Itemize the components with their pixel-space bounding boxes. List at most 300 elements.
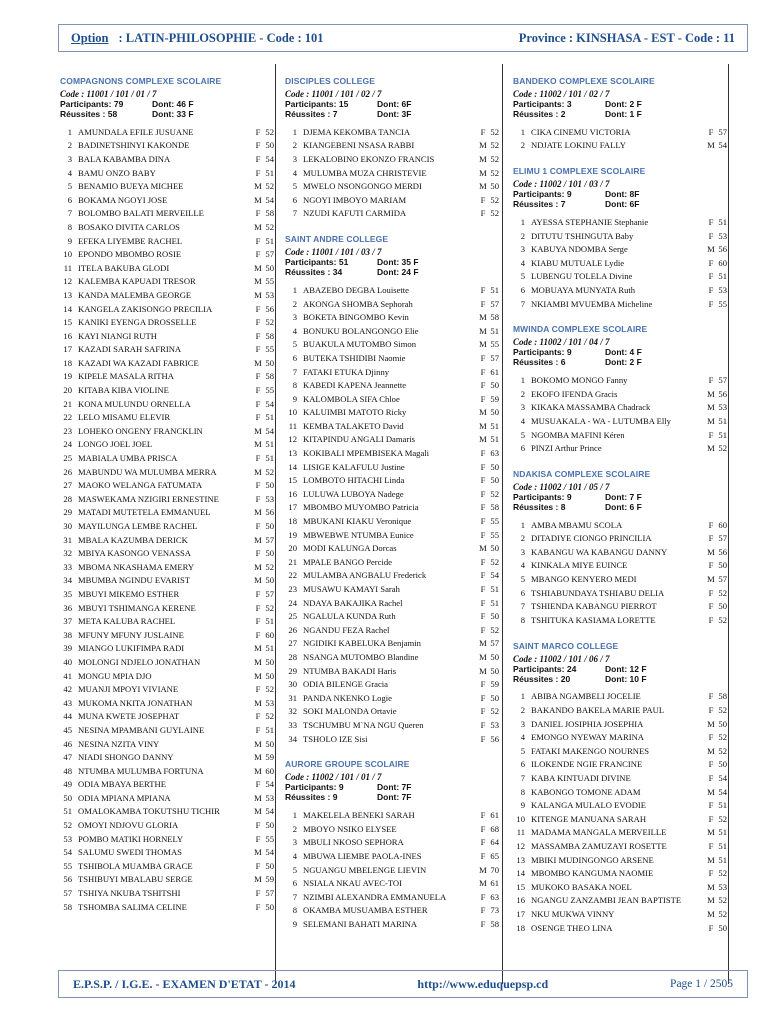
- student-score: 58: [265, 208, 274, 219]
- student-number: 3: [292, 153, 297, 164]
- student-sex: M: [479, 543, 487, 554]
- student-number: 17: [63, 344, 72, 355]
- student-number: 2: [292, 140, 297, 151]
- student-name: KITABA KIBA VIOLINE: [78, 385, 169, 396]
- student-name: MBUYI MIKEMO ESTHER: [78, 588, 180, 599]
- student-name: TSHIBOLA MUAMBA GRACE: [78, 860, 193, 871]
- student-name: MATADI MUTETELA EMMANUEL: [78, 507, 211, 518]
- student-number: 5: [67, 181, 72, 192]
- student-score: 51: [265, 412, 274, 423]
- student-sex: F: [255, 888, 261, 899]
- student-score: 52: [490, 194, 499, 205]
- student-score: 50: [490, 181, 499, 192]
- school-code: Code : 11001 / 101 / 01 / 7: [60, 89, 157, 99]
- student-score: 52: [490, 153, 499, 164]
- student-score: 52: [718, 732, 727, 743]
- student-row: [513, 586, 731, 600]
- student-score: 58: [490, 918, 499, 929]
- student-sex: F: [255, 521, 261, 532]
- student-name: KANIKI EYENGA DROSSELLE: [78, 317, 197, 328]
- student-score: 54: [490, 570, 499, 581]
- student-score: 58: [490, 502, 499, 513]
- student-number: 19: [63, 371, 72, 382]
- student-score: 52: [718, 587, 727, 598]
- student-sex: M: [254, 670, 262, 681]
- student-name: LULUWA LUBOYA Nadege: [303, 488, 404, 499]
- student-row: [285, 677, 503, 691]
- student-row: [513, 401, 731, 415]
- student-name: NZIMBI ALEXANDRA EMMANUELA: [303, 891, 447, 902]
- student-name: KALANGA MULALO EVODIE: [531, 800, 647, 811]
- participants-count: Participants: 9: [513, 347, 572, 358]
- student-sex: F: [480, 719, 486, 730]
- student-name: ITELA BAKUBA GLODI: [78, 262, 170, 273]
- student-sex: F: [480, 502, 486, 513]
- student-score: 60: [718, 257, 727, 268]
- footer-url-link[interactable]: http://www.eduquepsp.cd: [417, 976, 549, 991]
- student-sex: M: [707, 718, 715, 729]
- reussites-count: Réussites : 7: [513, 199, 566, 210]
- school-block: [513, 469, 731, 627]
- student-score: 60: [265, 629, 274, 640]
- student-number: 15: [516, 881, 525, 892]
- participants-female: Dont: 12 F: [605, 663, 647, 674]
- student-row: [60, 451, 278, 465]
- school-code: Code : 11002 / 101 / 05 / 7: [513, 481, 610, 492]
- student-score: 51: [490, 284, 499, 295]
- student-number: 6: [520, 759, 525, 770]
- student-score: 52: [265, 221, 274, 232]
- student-score: 53: [265, 792, 274, 803]
- student-score: 52: [265, 602, 274, 613]
- student-name: MBANGO KENYERO MEDI: [531, 574, 637, 585]
- student-row: [285, 691, 503, 705]
- student-sex: F: [480, 208, 486, 219]
- student-row: [60, 628, 278, 642]
- student-row: [60, 682, 278, 696]
- student-score: 50: [718, 718, 727, 729]
- student-sex: F: [255, 344, 261, 355]
- student-sex: M: [479, 878, 487, 889]
- student-sex: F: [255, 208, 261, 219]
- student-number: 6: [67, 194, 72, 205]
- student-number: 6: [292, 878, 297, 889]
- participants-line: [513, 347, 731, 357]
- student-row: [513, 907, 731, 921]
- student-sex: F: [480, 284, 486, 295]
- student-number: 47: [63, 752, 72, 763]
- student-number: 4: [67, 167, 72, 178]
- student-score: 51: [718, 216, 727, 227]
- student-number: 33: [63, 561, 72, 572]
- student-sex: F: [480, 366, 486, 377]
- student-name: TSHIABUNDAYA TSHIABU DELIA: [531, 587, 665, 598]
- student-name: MBULI NKOSO SEPHORA: [303, 837, 404, 848]
- student-row: [60, 275, 278, 289]
- student-score: 50: [265, 738, 274, 749]
- student-number: 6: [520, 284, 525, 295]
- student-list: [513, 518, 731, 627]
- student-sex: F: [255, 493, 261, 504]
- student-number: 13: [63, 289, 72, 300]
- student-row: [60, 302, 278, 316]
- page-header: [58, 24, 748, 52]
- student-name: MASWEKAMA NZIGIRI ERNESTINE: [78, 493, 219, 504]
- student-sex: M: [479, 167, 487, 178]
- student-score: 56: [265, 303, 274, 314]
- student-number: 53: [63, 833, 72, 844]
- student-name: EMONGO NYEWAY MARINA: [531, 732, 644, 743]
- student-row: [285, 664, 503, 678]
- student-name: MULUMBA MUZA CHRISTEVIE: [303, 167, 427, 178]
- student-sex: F: [480, 850, 486, 861]
- student-score: 50: [265, 262, 274, 273]
- student-row: [285, 473, 503, 487]
- student-score: 50: [265, 670, 274, 681]
- student-row: [513, 441, 731, 455]
- student-row: [285, 528, 503, 542]
- student-sex: F: [708, 840, 714, 851]
- student-sex: F: [255, 480, 261, 491]
- student-row: [285, 904, 503, 918]
- student-name: MUSUAKALA - WA - LUTUMBA Elly: [531, 415, 671, 426]
- option-text: : LATIN-PHILOSOPHIE - Code : 101: [118, 30, 324, 45]
- student-number: 10: [516, 813, 525, 824]
- student-name: MUNA KWETE JOSEPHAT: [78, 711, 180, 722]
- student-number: 1: [292, 284, 297, 295]
- student-number: 2: [520, 705, 525, 716]
- student-score: 53: [265, 697, 274, 708]
- student-number: 18: [288, 516, 297, 527]
- student-sex: M: [254, 656, 262, 667]
- student-score: 51: [490, 584, 499, 595]
- school-code: Code : 11001 / 101 / 02 / 7: [285, 89, 382, 99]
- student-name: MABIALA UMBA PRISCA: [78, 453, 178, 464]
- student-sex: M: [479, 407, 487, 418]
- school-name: MWINDA COMPLEXE SCOLAIRE: [513, 324, 648, 335]
- student-score: 57: [265, 588, 274, 599]
- student-row: [285, 808, 503, 822]
- school-block: [513, 76, 731, 152]
- student-sex: F: [480, 624, 486, 635]
- student-sex: F: [480, 516, 486, 527]
- reussites-line: [60, 109, 278, 119]
- student-sex: M: [479, 864, 487, 875]
- student-row: [285, 822, 503, 836]
- student-score: 54: [718, 786, 727, 797]
- province-text: Province : KINSHASA - EST - Code : 11: [518, 30, 735, 45]
- student-name: MBIYA KASONGO VENASSA: [78, 548, 192, 559]
- student-number: 4: [520, 560, 525, 571]
- student-number: 6: [292, 194, 297, 205]
- student-name: BENAMIO BUEYA MICHEE: [78, 181, 184, 192]
- student-score: 55: [490, 529, 499, 540]
- student-name: KANGELA ZAKISONGO PRECILIA: [78, 303, 213, 314]
- student-row: [513, 373, 731, 387]
- student-row: [60, 873, 278, 887]
- student-number: 7: [292, 366, 297, 377]
- student-name: MIANGO LUKIFIMPA RADI: [78, 643, 185, 654]
- reussites-line: [513, 199, 731, 209]
- student-score: 52: [718, 895, 727, 906]
- column-divider: [502, 64, 503, 984]
- student-name: KAZADI SARAH SAFRINA: [78, 344, 182, 355]
- student-row: [285, 152, 503, 166]
- student-sex: F: [708, 429, 714, 440]
- participants-female: Dont: 4 F: [605, 347, 642, 358]
- student-number: 32: [63, 548, 72, 559]
- student-score: 51: [718, 415, 727, 426]
- participants-line: [60, 99, 278, 109]
- student-number: 34: [63, 575, 72, 586]
- student-name: KALOMBOLA SIFA Chloe: [303, 393, 400, 404]
- student-row: [513, 125, 731, 139]
- student-name: MUKOMA NKITA JONATHAN: [78, 697, 193, 708]
- student-row: [285, 179, 503, 193]
- student-name: KEMBA TALAKETO David: [303, 420, 404, 431]
- student-number: 30: [63, 521, 72, 532]
- reussites-count: Réussites : 7: [285, 109, 338, 119]
- student-row: [60, 152, 278, 166]
- reussites-female: Dont: 1 F: [605, 109, 642, 119]
- student-number: 2: [292, 298, 297, 309]
- student-score: 51: [265, 453, 274, 464]
- student-sex: M: [707, 415, 715, 426]
- participants-female: Dont: 35 F: [377, 257, 419, 268]
- participants-count: Participants: 51: [285, 257, 349, 268]
- student-row: [513, 428, 731, 442]
- student-sex: F: [708, 375, 714, 386]
- student-name: LEKALOBINO EKONZO FRANCIS: [303, 153, 435, 164]
- student-name: MBIKI MUDINGONGO ARSENE: [531, 854, 654, 865]
- student-sex: F: [480, 692, 486, 703]
- student-row: [285, 166, 503, 180]
- student-sex: F: [480, 475, 486, 486]
- student-row: [60, 723, 278, 737]
- student-score: 52: [490, 167, 499, 178]
- student-number: 30: [288, 679, 297, 690]
- student-number: 16: [288, 488, 297, 499]
- student-row: [285, 487, 503, 501]
- student-number: 13: [288, 448, 297, 459]
- student-sex: F: [480, 733, 486, 744]
- student-number: 10: [288, 407, 297, 418]
- student-name: KITAPINDU ANGALI Damaris: [303, 434, 415, 445]
- school-name: NDAKISA COMPLEXE SCOLAIRE: [513, 468, 651, 479]
- footer-exam-label: E.P.S.P. / I.G.E. - EXAMEN D'ETAT - 2014: [73, 976, 296, 991]
- student-number: 7: [520, 298, 525, 309]
- student-row: [285, 849, 503, 863]
- student-row: [285, 297, 503, 311]
- student-number: 7: [520, 773, 525, 784]
- student-number: 5: [520, 271, 525, 282]
- student-row: [60, 315, 278, 329]
- student-name: ILOKENDE NGIE FRANCINE: [531, 759, 643, 770]
- student-row: [60, 750, 278, 764]
- student-sex: F: [480, 448, 486, 459]
- student-score: 54: [265, 806, 274, 817]
- student-row: [60, 601, 278, 615]
- student-score: 52: [265, 711, 274, 722]
- student-sex: F: [708, 284, 714, 295]
- student-sex: F: [480, 393, 486, 404]
- student-name: MBOMBO KANGUMA NAOMIE: [531, 868, 654, 879]
- student-row: [285, 351, 503, 365]
- student-row: [513, 717, 731, 731]
- student-row: [513, 730, 731, 744]
- student-number: 5: [520, 429, 525, 440]
- student-row: [513, 270, 731, 284]
- student-row: [60, 424, 278, 438]
- student-sex: F: [255, 167, 261, 178]
- student-number: 7: [67, 208, 72, 219]
- student-score: 53: [718, 284, 727, 295]
- student-score: 57: [718, 574, 727, 585]
- student-name: MBOMA NKASHAMA EMERY: [78, 561, 195, 572]
- reussites-line: [513, 357, 731, 367]
- student-sex: M: [254, 425, 262, 436]
- student-name: BOKETA BINGOMBO Kevin: [303, 312, 409, 323]
- student-row: [60, 410, 278, 424]
- column-1: [60, 64, 278, 927]
- student-name: KIANGEBENI NSASA RABBI: [303, 140, 415, 151]
- student-score: 50: [718, 560, 727, 571]
- student-number: 27: [288, 638, 297, 649]
- school-name: COMPAGNONS COMPLEXE SCOLAIRE: [60, 76, 222, 86]
- student-name: MADAMA MANGALA MERVEILLE: [531, 827, 667, 838]
- student-name: LONGO JOEL JOEL: [78, 439, 153, 450]
- student-score: 54: [265, 153, 274, 164]
- student-row: [60, 859, 278, 873]
- student-row: [285, 623, 503, 637]
- participants-count: Participants: 9: [285, 782, 344, 793]
- student-number: 22: [63, 412, 72, 423]
- participants-line: [513, 492, 731, 502]
- student-row: [60, 343, 278, 357]
- student-score: 53: [490, 719, 499, 730]
- student-score: 57: [265, 534, 274, 545]
- student-score: 53: [718, 230, 727, 241]
- student-sex: M: [479, 651, 487, 662]
- student-score: 65: [490, 850, 499, 861]
- student-name: BONUKU BOLANGONGO Elie: [303, 325, 419, 336]
- student-number: 24: [288, 597, 297, 608]
- student-row: [513, 256, 731, 270]
- student-name: AYESSA STEPHANIE Stephanie: [531, 216, 649, 227]
- student-row: [60, 533, 278, 547]
- student-name: KANDA MALEMBA GEORGE: [78, 289, 192, 300]
- student-number: 28: [288, 651, 297, 662]
- student-row: [513, 880, 731, 894]
- student-sex: F: [708, 614, 714, 625]
- student-number: 3: [520, 244, 525, 255]
- student-sex: M: [254, 792, 262, 803]
- student-number: 33: [288, 719, 297, 730]
- student-row: [60, 655, 278, 669]
- student-row: [285, 310, 503, 324]
- student-name: LOMBOTO HITACHI Linda: [303, 475, 405, 486]
- student-score: 51: [718, 271, 727, 282]
- student-number: 3: [520, 546, 525, 557]
- student-score: 50: [265, 140, 274, 151]
- student-number: 8: [67, 221, 72, 232]
- student-number: 6: [520, 443, 525, 454]
- student-sex: F: [708, 691, 714, 702]
- student-row: [513, 532, 731, 546]
- student-number: 10: [63, 249, 72, 260]
- student-number: 8: [292, 380, 297, 391]
- student-row: [60, 465, 278, 479]
- student-row: [60, 696, 278, 710]
- student-score: 54: [265, 847, 274, 858]
- column-3: [513, 64, 731, 948]
- student-sex: F: [480, 461, 486, 472]
- student-number: 9: [67, 235, 72, 246]
- student-name: BALA KABAMBA DINA: [78, 153, 171, 164]
- participants-line: [513, 99, 731, 109]
- student-sex: F: [708, 813, 714, 824]
- student-score: 52: [490, 140, 499, 151]
- student-score: 54: [265, 425, 274, 436]
- student-score: 61: [490, 878, 499, 889]
- student-row: [513, 572, 731, 586]
- student-number: 1: [520, 519, 525, 530]
- student-name: FATAKI MAKENGO NOURNES: [531, 745, 650, 756]
- participants-female: Dont: 2 F: [605, 99, 642, 109]
- student-row: [513, 229, 731, 243]
- student-sex: F: [480, 584, 486, 595]
- student-name: NGIDIKI KABELUKA Benjamin: [303, 638, 421, 649]
- student-name: NKU MUKWA VINNY: [531, 908, 615, 919]
- student-number: 9: [292, 918, 297, 929]
- student-number: 26: [288, 624, 297, 635]
- student-row: [513, 139, 731, 153]
- school-block: [513, 324, 731, 455]
- student-number: 1: [67, 126, 72, 137]
- student-row: [60, 710, 278, 724]
- student-name: ODIA BILENGE Gracia: [303, 679, 388, 690]
- student-score: 51: [718, 429, 727, 440]
- student-name: KABONGO TOMONE ADAM: [531, 786, 641, 797]
- reussites-line: [285, 792, 503, 802]
- student-number: 14: [288, 461, 297, 472]
- student-number: 1: [520, 126, 525, 137]
- student-number: 2: [292, 823, 297, 834]
- student-number: 12: [288, 434, 297, 445]
- student-number: 5: [292, 181, 297, 192]
- student-row: [60, 370, 278, 384]
- reussites-female: Dont: 6F: [605, 199, 640, 210]
- student-number: 31: [288, 692, 297, 703]
- student-number: 36: [63, 602, 72, 613]
- student-row: [513, 387, 731, 401]
- student-number: 12: [63, 276, 72, 287]
- student-row: [285, 582, 503, 596]
- student-number: 13: [516, 854, 525, 865]
- student-name: KITENGE MANUANA SARAH: [531, 813, 647, 824]
- student-number: 5: [520, 574, 525, 585]
- student-name: NTUMBA BAKADI Haris: [303, 665, 397, 676]
- student-name: KABANGU WA KABANGU DANNY: [531, 546, 668, 557]
- reussites-female: Dont: 10 F: [605, 673, 647, 684]
- student-row: [285, 555, 503, 569]
- school-code: Code : 11002 / 101 / 06 / 7: [513, 653, 610, 664]
- student-number: 12: [516, 840, 525, 851]
- student-sex: F: [480, 823, 486, 834]
- student-name: ABAZEBO DEGBA Louisette: [303, 284, 409, 295]
- student-sex: M: [254, 262, 262, 273]
- student-row: [513, 866, 731, 880]
